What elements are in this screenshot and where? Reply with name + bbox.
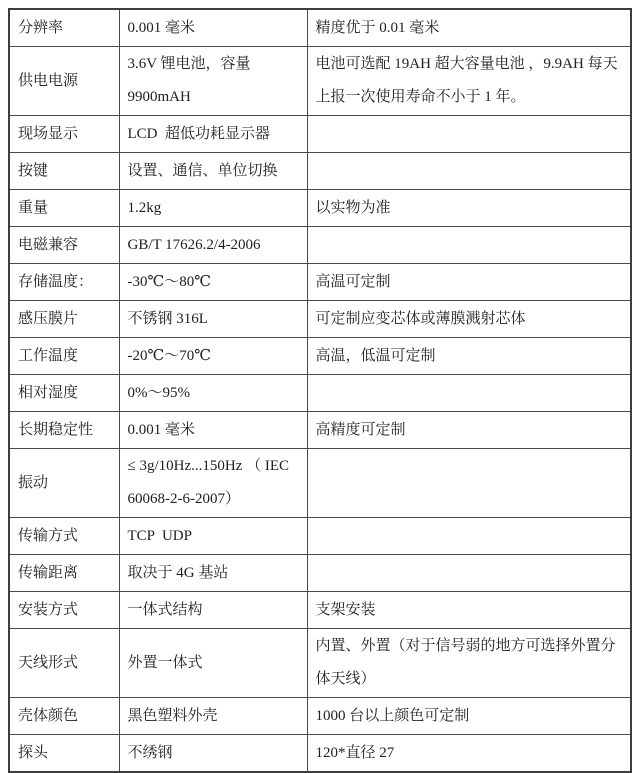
param-cell: 安装方式 — [9, 592, 119, 629]
value-cell: -20℃～70℃ — [119, 338, 307, 375]
note-cell — [307, 449, 631, 518]
note-cell: 内置、外置（对于信号弱的地方可选择外置分体天线） — [307, 629, 631, 698]
table-row — [9, 227, 631, 264]
value-cell: 0%～95% — [119, 375, 307, 412]
note-cell — [307, 153, 631, 190]
note-cell: 精度优于 0.01 毫米 — [307, 9, 631, 47]
note-cell — [307, 116, 631, 153]
note-cell: 高精度可定制 — [307, 412, 631, 449]
note-cell: 支架安装 — [307, 592, 631, 629]
value-cell: 1.2kg — [119, 190, 307, 227]
value-cell: LCD 超低功耗显示器 — [119, 116, 307, 153]
note-cell — [307, 375, 631, 412]
value-cell: GB/T 17626.2/4-2006 — [119, 227, 307, 264]
table-row — [9, 629, 631, 698]
param-cell: 按键 — [9, 153, 119, 190]
table-row — [9, 735, 631, 773]
table-row — [9, 47, 631, 116]
table-row — [9, 412, 631, 449]
value-cell: 设置、通信、单位切换 — [119, 153, 307, 190]
value-cell: 一体式结构 — [119, 592, 307, 629]
note-cell: 120*直径 27 — [307, 735, 631, 773]
param-cell: 探头 — [9, 735, 119, 773]
value-cell: 不锈钢 316L — [119, 301, 307, 338]
note-cell — [307, 518, 631, 555]
note-cell — [307, 555, 631, 592]
value-cell: 黑色塑料外壳 — [119, 698, 307, 735]
table-row — [9, 698, 631, 735]
spec-table-body — [9, 9, 631, 772]
table-row — [9, 264, 631, 301]
note-cell: 1000 台以上颜色可定制 — [307, 698, 631, 735]
param-cell: 电磁兼容 — [9, 227, 119, 264]
table-row — [9, 375, 631, 412]
table-row — [9, 592, 631, 629]
table-row — [9, 449, 631, 518]
table-row — [9, 301, 631, 338]
note-cell: 电池可选配 19AH 超大容量电池 ，9.9AH 每天上报一次使用寿命不小于 1 年。 — [307, 47, 631, 116]
table-row — [9, 338, 631, 375]
note-cell — [307, 227, 631, 264]
param-cell: 重量 — [9, 190, 119, 227]
note-cell: 可定制应变芯体或薄膜溅射芯体 — [307, 301, 631, 338]
param-cell: 工作温度 — [9, 338, 119, 375]
param-cell: 天线形式 — [9, 629, 119, 698]
value-cell: 0.001 毫米 — [119, 9, 307, 47]
table-row — [9, 116, 631, 153]
param-cell: 传输方式 — [9, 518, 119, 555]
param-cell: 长期稳定性 — [9, 412, 119, 449]
param-cell: 传输距离 — [9, 555, 119, 592]
param-cell: 振动 — [9, 449, 119, 518]
note-cell: 高温可定制 — [307, 264, 631, 301]
value-cell: TCP UDP — [119, 518, 307, 555]
value-cell: ≤ 3g/10Hz...150Hz （ IEC 60068-2-6-2007） — [119, 449, 307, 518]
value-cell: 0.001 毫米 — [119, 412, 307, 449]
value-cell: 取决于 4G 基站 — [119, 555, 307, 592]
table-row — [9, 153, 631, 190]
table-row — [9, 518, 631, 555]
value-cell: 外置一体式 — [119, 629, 307, 698]
param-cell: 相对湿度 — [9, 375, 119, 412]
table-row — [9, 9, 631, 47]
table-row — [9, 190, 631, 227]
param-cell: 壳体颜色 — [9, 698, 119, 735]
param-cell: 感压膜片 — [9, 301, 119, 338]
value-cell: 3.6V 锂电池，容量 9900mAH — [119, 47, 307, 116]
table-row — [9, 555, 631, 592]
spec-table — [8, 8, 632, 773]
value-cell: -30℃～80℃ — [119, 264, 307, 301]
note-cell: 以实物为准 — [307, 190, 631, 227]
param-cell: 供电电源 — [9, 47, 119, 116]
value-cell: 不绣钢 — [119, 735, 307, 773]
param-cell: 现场显示 — [9, 116, 119, 153]
param-cell: 存储温度： — [9, 264, 119, 301]
note-cell: 高温，低温可定制 — [307, 338, 631, 375]
param-cell: 分辨率 — [9, 9, 119, 47]
